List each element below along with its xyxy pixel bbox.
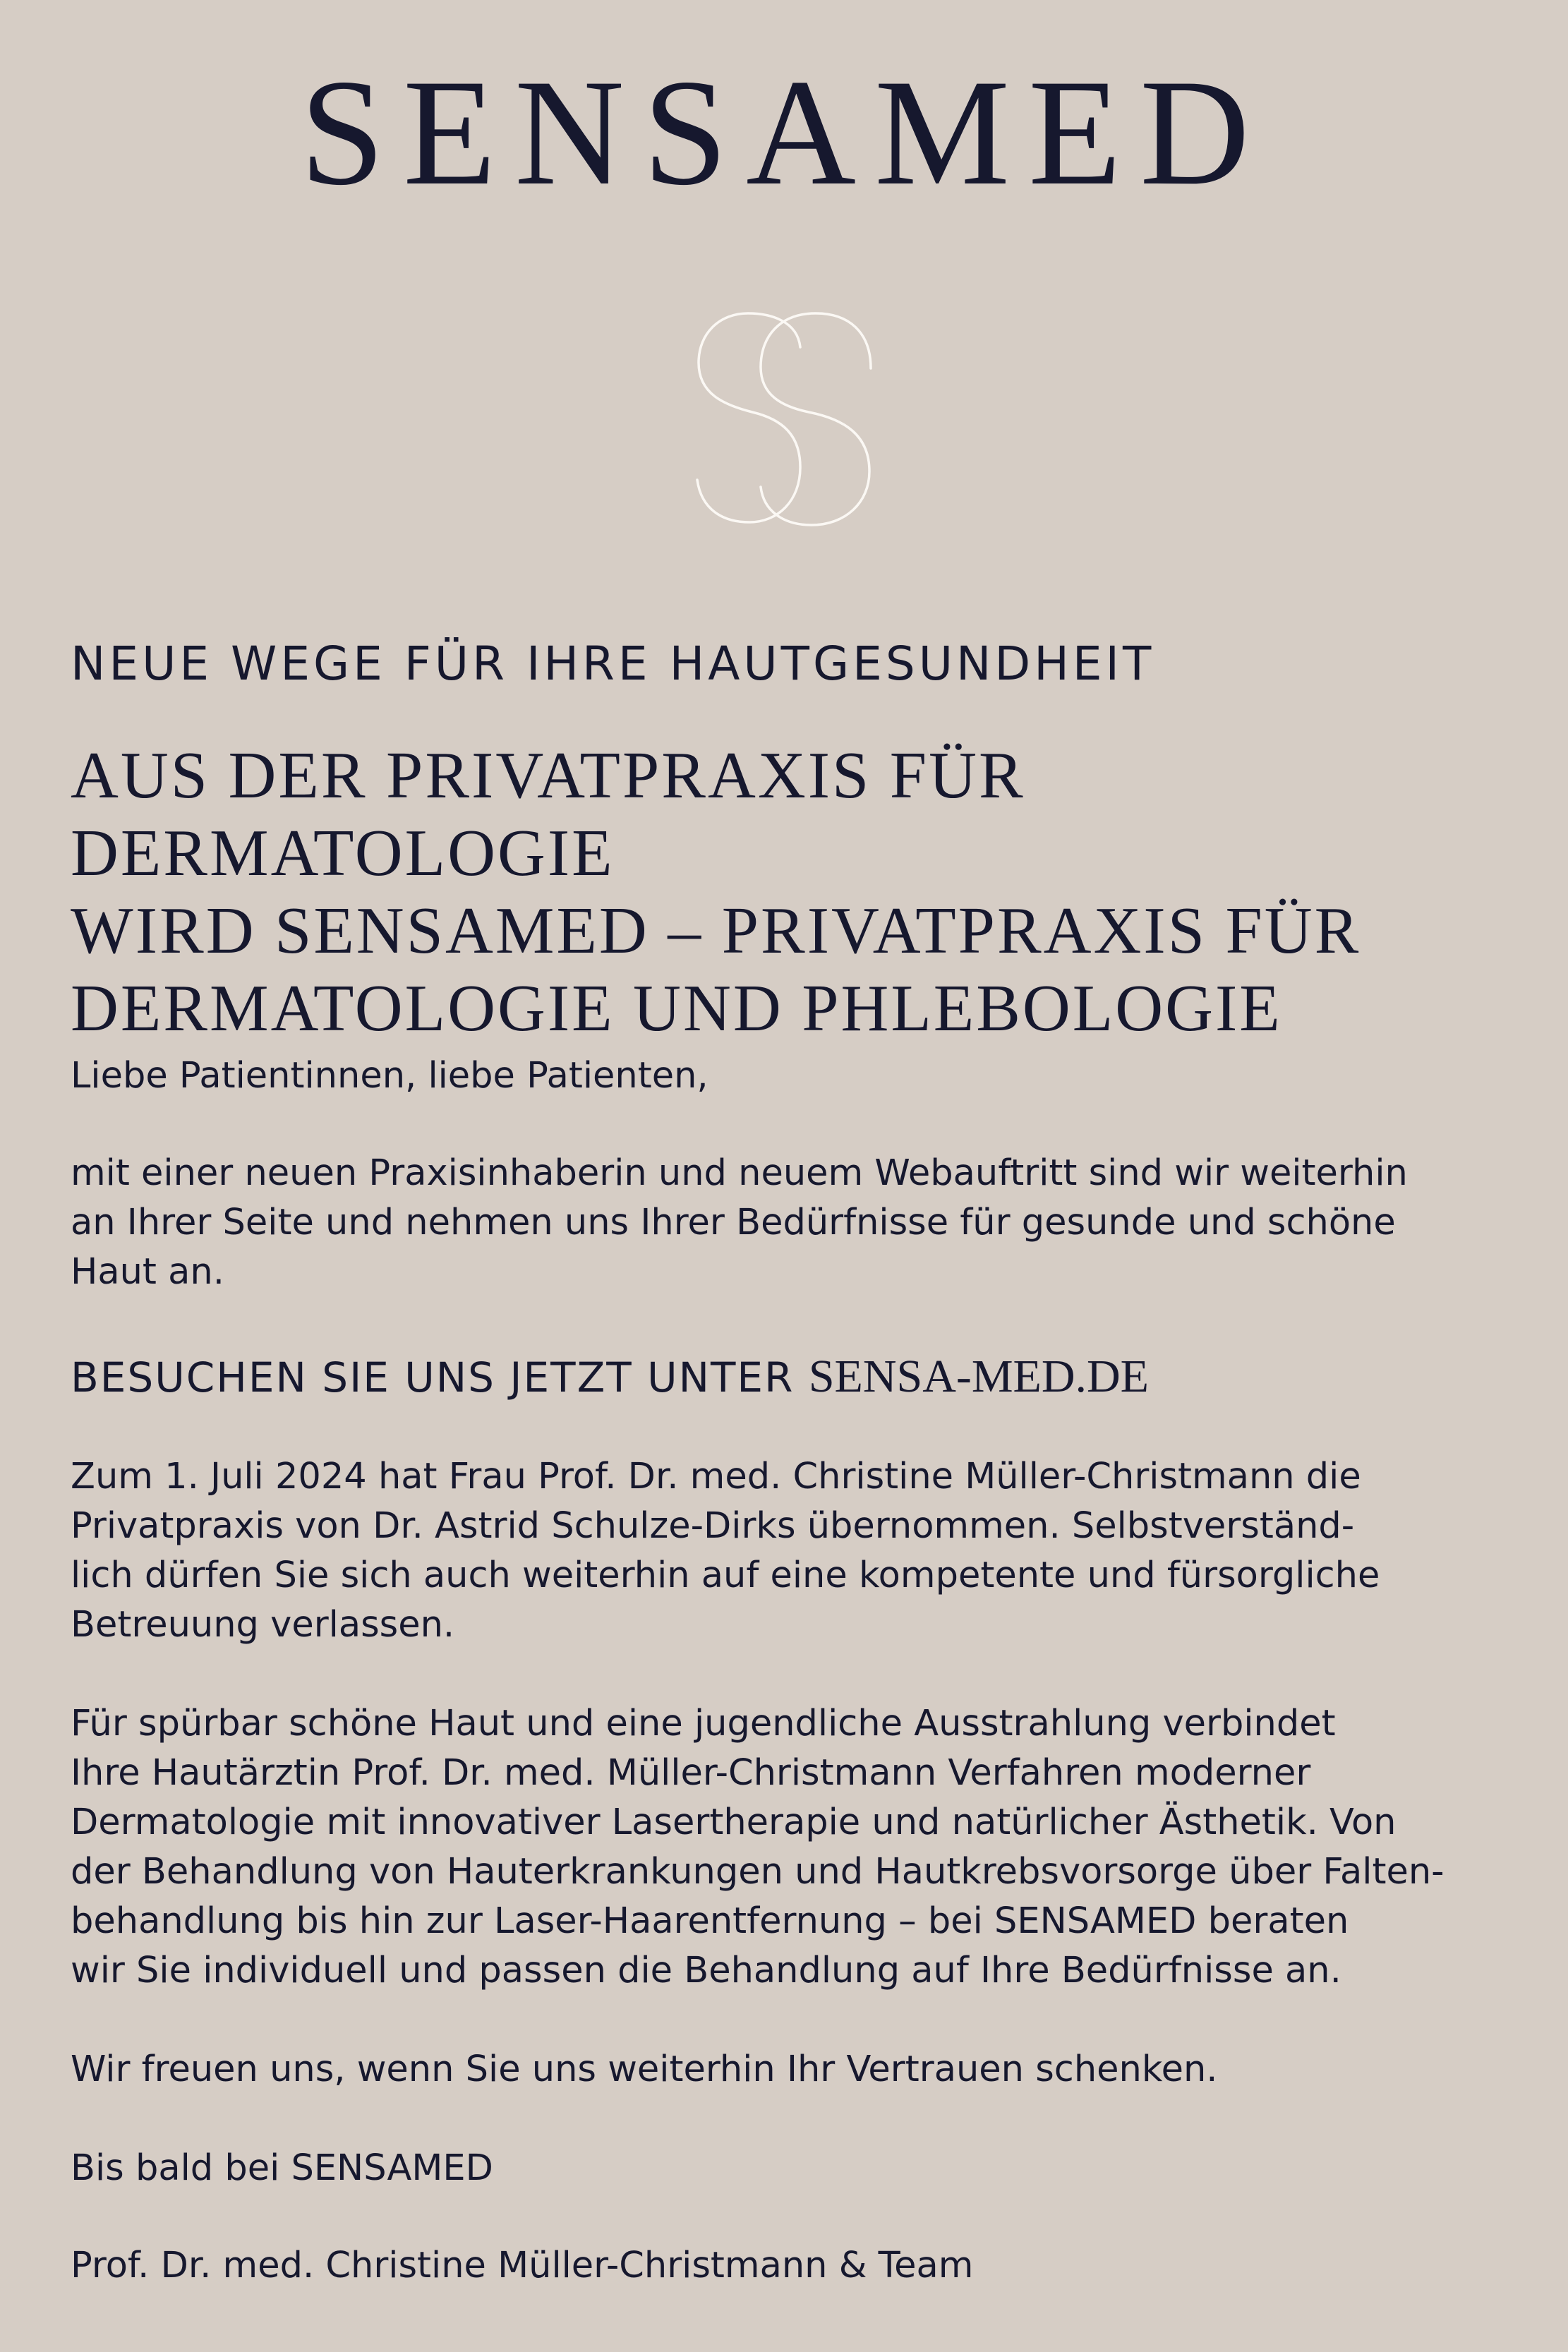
visit-line: [71, 1352, 1510, 1402]
paragraph-line: wir Sie individuell und passen die Behandlung auf Ihre Bedürfnisse an.: [71, 1950, 1341, 1991]
signature: Prof. Dr. med. Christine Müller-Christmann & Team: [71, 2245, 974, 2286]
brand-wordmark: SENSAMED: [299, 48, 1269, 217]
headline-line: WIRD SENSAMED – PRIVATPRAXIS FÜR: [71, 894, 1361, 967]
headline-line: AUS DER PRIVATPRAXIS FÜR DERMATOLOGIE: [71, 739, 1025, 890]
services-paragraph: [71, 1699, 1510, 1996]
closing-text: Wir freuen uns, wenn Sie uns weiterhin Ihr Vertrauen schenken.: [71, 2049, 1218, 2090]
intro-paragraph: [71, 1149, 1510, 1297]
takeover-paragraph: [71, 1452, 1510, 1650]
paragraph-line: Privatpraxis von Dr. Astrid Schulze-Dirks übernommen. Selbstverständ-: [71, 1505, 1355, 1547]
website-link[interactable]: SENSA-MED.DE: [808, 1351, 1149, 1402]
paragraph-line: Für spürbar schöne Haut und eine jugendliche Ausstrahlung verbindet: [71, 1703, 1336, 1744]
paragraph-line: Zum 1. Juli 2024 hat Frau Prof. Dr. med. Christine Müller-Christmann die: [71, 1456, 1361, 1497]
paragraph-line: mit einer neuen Praxisinhaberin und neuem Webauftritt sind wir weiterhin: [71, 1152, 1408, 1194]
ss-monogram-icon: [694, 310, 875, 526]
headline-line: DERMATOLOGIE UND PHLEBOLOGIE: [71, 972, 1282, 1045]
kicker: NEUE WEGE FÜR IHRE HAUTGESUNDHEIT: [71, 637, 1155, 691]
paragraph-line: behandlung bis hin zur Laser-Haarentfernung – bei SENSAMED beraten: [71, 1900, 1349, 1942]
visit-label: BESUCHEN SIE UNS JETZT UNTER: [71, 1353, 809, 1401]
headline: [71, 737, 1510, 1047]
paragraph-line: Ihre Hautärztin Prof. Dr. med. Müller-Christmann Verfahren moderner: [71, 1752, 1311, 1794]
paragraph-line: Dermatologie mit innovativer Lasertherapie und natürlicher Ästhetik. Von: [71, 1802, 1397, 1843]
paragraph-line: Haut an.: [71, 1251, 224, 1293]
paragraph-line: an Ihrer Seite und nehmen uns Ihrer Bedürfnisse für gesunde und schöne: [71, 1202, 1396, 1243]
paragraph-line: lich dürfen Sie sich auch weiterhin auf eine kompetente und fürsorgliche: [71, 1555, 1380, 1596]
greeting: Liebe Patientinnen, liebe Patienten,: [71, 1055, 708, 1097]
farewell-text: Bis bald bei SENSAMED: [71, 2147, 493, 2189]
paragraph-line: Betreuung verlassen.: [71, 1604, 455, 1646]
paragraph-line: der Behandlung von Hauterkrankungen und Hautkrebsvorsorge über Falten-: [71, 1851, 1445, 1893]
